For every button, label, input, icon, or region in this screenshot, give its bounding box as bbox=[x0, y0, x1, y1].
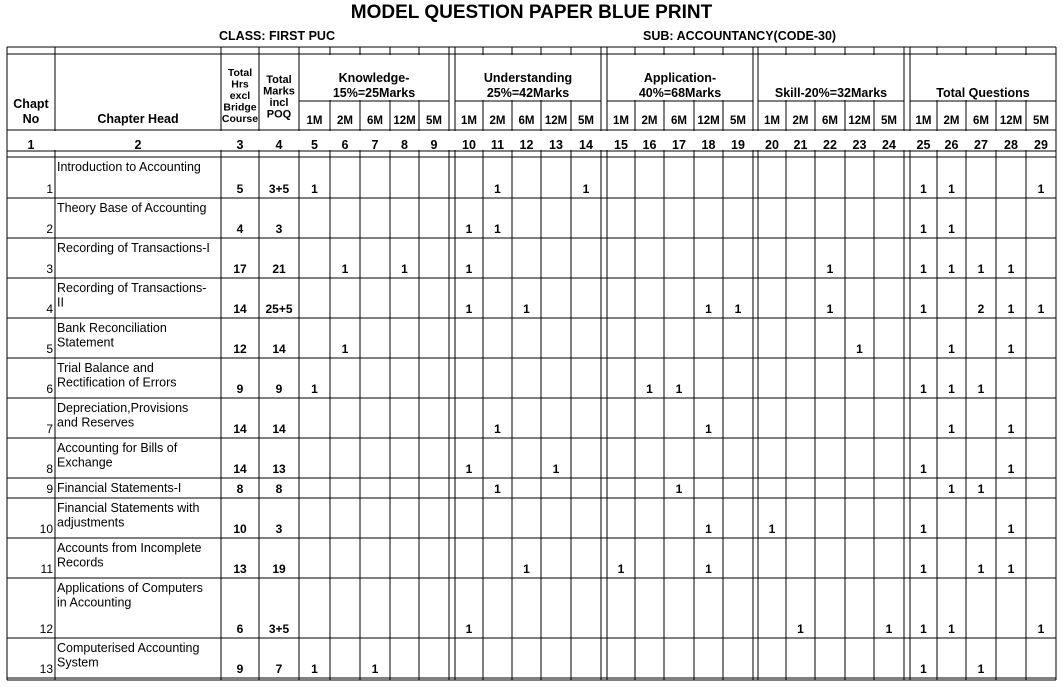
row-count-cell: 1 bbox=[948, 342, 955, 356]
column-number: 4 bbox=[275, 138, 283, 152]
row-count-cell: 1 bbox=[552, 462, 560, 476]
row-chapter-head: in Accounting bbox=[57, 595, 132, 610]
sub-header: 1M bbox=[306, 115, 323, 127]
row-chapter-number: 12 bbox=[39, 622, 53, 636]
column-number: 12 bbox=[519, 138, 534, 152]
row-chapter-head: Bank Reconciliation bbox=[57, 321, 167, 335]
group-header: Knowledge- bbox=[338, 71, 410, 85]
row-hours: 6 bbox=[236, 622, 244, 636]
row-chapter-number: 5 bbox=[46, 342, 53, 356]
row-chapter-head: Financial Statements-I bbox=[57, 481, 182, 495]
row-marks: 21 bbox=[272, 262, 286, 276]
row-count-cell: 1 bbox=[797, 622, 804, 636]
row-chapter-head: Exchange bbox=[57, 455, 113, 470]
row-count-cell: 1 bbox=[920, 262, 927, 276]
header-marks: Total bbox=[266, 74, 292, 86]
header-hours: Bridge bbox=[223, 101, 257, 114]
header-chapter-head: Chapter Head bbox=[97, 112, 179, 126]
row-count-cell: 1 bbox=[494, 222, 501, 236]
row-count-cell: 1 bbox=[920, 182, 927, 196]
row-count-cell: 1 bbox=[1007, 342, 1015, 356]
row-chapter-head: Statement bbox=[57, 335, 114, 350]
row-hours: 17 bbox=[233, 262, 247, 276]
row-hours: 14 bbox=[233, 422, 247, 436]
row-count-cell: 2 bbox=[977, 302, 985, 316]
row-chapter-number: 3 bbox=[46, 262, 53, 276]
row-hours: 14 bbox=[233, 302, 247, 316]
row-count-cell: 1 bbox=[465, 462, 473, 476]
column-number: 2 bbox=[134, 138, 142, 152]
row-count-cell: 1 bbox=[948, 622, 955, 636]
row-marks: 14 bbox=[272, 342, 286, 356]
row-marks: 3 bbox=[275, 522, 283, 536]
row-count-cell: 1 bbox=[734, 302, 742, 316]
row-chapter-head: Computerised Accounting bbox=[57, 641, 200, 655]
header-hours: Hrs bbox=[231, 78, 249, 91]
group-header: Application- bbox=[643, 71, 717, 85]
row-count-cell: 1 bbox=[977, 382, 985, 396]
column-number: 17 bbox=[672, 138, 686, 152]
row-count-cell: 1 bbox=[523, 562, 530, 576]
column-number: 21 bbox=[793, 138, 808, 152]
sub-header: 5M bbox=[426, 115, 442, 127]
row-marks: 3+5 bbox=[268, 622, 290, 636]
subject-label: SUB: ACCOUNTANCY(CODE-30) bbox=[643, 29, 837, 43]
sub-header: 5M bbox=[881, 115, 897, 127]
header-marks: Marks bbox=[263, 85, 295, 98]
row-count-cell: 1 bbox=[826, 262, 834, 276]
row-count-cell: 1 bbox=[920, 522, 927, 536]
row-marks: 8 bbox=[275, 482, 283, 496]
row-count-cell: 1 bbox=[1007, 462, 1015, 476]
sub-header: 5M bbox=[730, 115, 746, 127]
group-header: 15%=25Marks bbox=[332, 86, 416, 100]
row-count-cell: 1 bbox=[1007, 522, 1015, 536]
row-chapter-head: Rectification of Errors bbox=[57, 375, 177, 390]
header-hours: Total bbox=[227, 67, 253, 79]
row-count-cell: 1 bbox=[856, 342, 863, 356]
column-number: 25 bbox=[916, 138, 931, 152]
row-count-cell: 1 bbox=[1007, 302, 1015, 316]
row-chapter-number: 11 bbox=[40, 562, 53, 576]
row-count-cell: 1 bbox=[768, 522, 776, 536]
row-count-cell: 1 bbox=[494, 422, 501, 436]
page-title: MODEL QUESTION PAPER BLUE PRINT bbox=[350, 2, 713, 23]
sub-header: 6M bbox=[518, 115, 535, 127]
column-number: 5 bbox=[311, 138, 318, 152]
row-chapter-head: Applications of Computers bbox=[57, 581, 203, 595]
row-count-cell: 1 bbox=[1037, 302, 1045, 316]
sub-header: 12M bbox=[544, 115, 568, 127]
column-number: 15 bbox=[614, 138, 628, 152]
row-chapter-number: 6 bbox=[46, 382, 53, 396]
row-hours: 9 bbox=[236, 382, 244, 396]
row-chapter-number: 9 bbox=[46, 482, 53, 496]
row-marks: 19 bbox=[272, 562, 286, 576]
row-count-cell: 1 bbox=[311, 382, 318, 396]
group-header: Total Questions bbox=[936, 86, 1030, 100]
row-hours: 13 bbox=[233, 562, 247, 576]
row-count-cell: 1 bbox=[582, 182, 590, 196]
sub-header: 2M bbox=[337, 115, 353, 127]
sub-header: 1M bbox=[764, 115, 780, 127]
row-chapter-head: Accounting for Bills of bbox=[57, 441, 178, 455]
row-count-cell: 1 bbox=[371, 662, 379, 676]
row-marks: 13 bbox=[272, 462, 286, 476]
group-header: 40%=68Marks bbox=[638, 86, 722, 100]
row-count-cell: 1 bbox=[948, 182, 955, 196]
row-count-cell: 1 bbox=[977, 662, 985, 676]
row-hours: 9 bbox=[236, 662, 244, 676]
row-chapter-number: 10 bbox=[39, 522, 53, 536]
row-chapter-head: System bbox=[57, 655, 99, 670]
row-count-cell: 1 bbox=[311, 182, 318, 196]
column-number: 23 bbox=[852, 138, 867, 152]
row-count-cell: 1 bbox=[1007, 422, 1015, 436]
sub-header: 12M bbox=[393, 115, 416, 127]
sub-header: 6M bbox=[671, 115, 687, 127]
row-count-cell: 1 bbox=[465, 262, 473, 276]
row-chapter-number: 7 bbox=[46, 422, 53, 436]
row-count-cell: 1 bbox=[1037, 622, 1045, 636]
row-chapter-head: Trial Balance and bbox=[57, 361, 154, 375]
column-number: 26 bbox=[944, 138, 959, 152]
row-count-cell: 1 bbox=[675, 382, 683, 396]
row-count-cell: 1 bbox=[646, 382, 653, 396]
column-number: 9 bbox=[430, 138, 438, 152]
row-count-cell: 1 bbox=[920, 462, 927, 476]
row-hours: 14 bbox=[233, 462, 247, 476]
row-chapter-head: Financial Statements with bbox=[57, 501, 200, 515]
row-chapter-head: and Reserves bbox=[57, 415, 135, 430]
sub-header: 5M bbox=[578, 115, 594, 127]
row-count-cell: 1 bbox=[948, 222, 955, 236]
row-chapter-head: Theory Base of Accounting bbox=[57, 201, 207, 215]
row-count-cell: 1 bbox=[675, 482, 683, 496]
sub-header: 2M bbox=[943, 115, 960, 127]
column-number: 8 bbox=[401, 138, 408, 152]
column-number: 3 bbox=[236, 138, 244, 152]
row-hours: 5 bbox=[236, 182, 244, 196]
row-chapter-number: 1 bbox=[46, 182, 53, 196]
row-marks: 7 bbox=[275, 662, 283, 676]
row-count-cell: 1 bbox=[948, 262, 955, 276]
row-count-cell: 1 bbox=[1007, 562, 1015, 576]
row-count-cell: 1 bbox=[1037, 182, 1045, 196]
sub-header: 12M bbox=[999, 115, 1023, 127]
sub-header: 6M bbox=[367, 115, 383, 127]
row-chapter-head: Depreciation,Provisions bbox=[57, 401, 189, 415]
header-marks: POQ bbox=[266, 108, 292, 121]
sub-header: 1M bbox=[915, 115, 932, 127]
row-count-cell: 1 bbox=[920, 622, 927, 636]
row-chapter-head: adjustments bbox=[57, 515, 125, 530]
group-header: 25%=42Marks bbox=[486, 86, 570, 100]
class-label: CLASS: FIRST PUC bbox=[219, 29, 335, 43]
row-count-cell: 1 bbox=[494, 482, 501, 496]
row-count-cell: 1 bbox=[705, 302, 712, 316]
row-chapter-number: 13 bbox=[39, 662, 53, 676]
column-number: 20 bbox=[765, 138, 779, 152]
row-count-cell: 1 bbox=[705, 562, 712, 576]
row-count-cell: 1 bbox=[977, 562, 985, 576]
row-chapter-number: 2 bbox=[46, 222, 53, 236]
row-chapter-number: 8 bbox=[46, 462, 53, 476]
row-count-cell: 1 bbox=[465, 222, 473, 236]
row-count-cell: 1 bbox=[826, 302, 834, 316]
sub-header: 12M bbox=[697, 115, 720, 127]
column-number: 13 bbox=[549, 138, 563, 152]
row-hours: 12 bbox=[233, 342, 247, 356]
row-count-cell: 1 bbox=[977, 482, 985, 496]
row-count-cell: 1 bbox=[977, 262, 985, 276]
sub-header: 1M bbox=[613, 115, 629, 127]
row-chapter-head: Records bbox=[57, 555, 104, 570]
row-hours: 8 bbox=[236, 482, 244, 496]
row-count-cell: 1 bbox=[920, 562, 927, 576]
row-marks: 14 bbox=[272, 422, 286, 436]
row-count-cell: 1 bbox=[920, 382, 927, 396]
row-count-cell: 1 bbox=[948, 382, 955, 396]
row-chapter-head: Accounts from Incomplete bbox=[57, 541, 202, 555]
row-chapter-head: Recording of Transactions- bbox=[57, 281, 207, 295]
header-hours: Course bbox=[221, 113, 259, 125]
row-marks: 9 bbox=[275, 382, 283, 396]
column-number: 11 bbox=[490, 138, 505, 152]
row-count-cell: 1 bbox=[401, 262, 408, 276]
row-chapter-head: Recording of Transactions-I bbox=[57, 241, 210, 255]
row-marks: 3 bbox=[275, 222, 283, 236]
sub-header: 12M bbox=[848, 115, 871, 127]
row-count-cell: 1 bbox=[311, 662, 318, 676]
column-number: 24 bbox=[882, 138, 896, 152]
row-hours: 10 bbox=[233, 522, 247, 536]
column-number: 19 bbox=[731, 138, 745, 152]
column-number: 6 bbox=[341, 138, 349, 152]
row-count-cell: 1 bbox=[920, 662, 927, 676]
row-marks: 3+5 bbox=[268, 182, 290, 196]
sub-header: 2M bbox=[641, 115, 658, 127]
row-count-cell: 1 bbox=[465, 302, 473, 316]
row-count-cell: 1 bbox=[705, 422, 712, 436]
row-chapter-head: Introduction to Accounting bbox=[57, 160, 201, 174]
header-marks: incl bbox=[269, 97, 289, 109]
row-count-cell: 1 bbox=[523, 302, 530, 316]
row-count-cell: 1 bbox=[885, 622, 893, 636]
column-number: 29 bbox=[1034, 138, 1048, 152]
row-count-cell: 1 bbox=[1007, 262, 1015, 276]
column-number: 22 bbox=[823, 138, 837, 152]
row-marks: 25+5 bbox=[265, 302, 293, 316]
row-count-cell: 1 bbox=[920, 222, 927, 236]
sub-header: 5M bbox=[1033, 115, 1049, 127]
column-number: 1 bbox=[27, 138, 35, 152]
header-chapt-no: Chapt bbox=[13, 97, 49, 111]
sub-header: 6M bbox=[822, 115, 838, 127]
row-hours: 4 bbox=[236, 222, 244, 236]
row-count-cell: 1 bbox=[617, 562, 625, 576]
sub-header: 2M bbox=[489, 115, 506, 127]
column-number: 27 bbox=[974, 138, 988, 152]
column-number: 7 bbox=[371, 138, 379, 152]
group-header: Understanding bbox=[483, 71, 573, 85]
sub-header: 6M bbox=[973, 115, 989, 127]
row-count-cell: 1 bbox=[465, 622, 473, 636]
sub-header: 1M bbox=[461, 115, 477, 127]
row-count-cell: 1 bbox=[948, 482, 955, 496]
row-count-cell: 1 bbox=[948, 422, 955, 436]
header-hours: excl bbox=[229, 90, 251, 102]
row-count-cell: 1 bbox=[341, 262, 349, 276]
header-chapt-no: No bbox=[22, 112, 40, 126]
column-number: 10 bbox=[462, 138, 476, 152]
sub-header: 2M bbox=[792, 115, 809, 127]
row-count-cell: 1 bbox=[920, 302, 927, 316]
row-count-cell: 1 bbox=[705, 522, 712, 536]
row-count-cell: 1 bbox=[494, 182, 501, 196]
column-number: 16 bbox=[642, 138, 657, 152]
row-count-cell: 1 bbox=[341, 342, 349, 356]
column-number: 28 bbox=[1004, 138, 1018, 152]
group-header: Skill-20%=32Marks bbox=[774, 86, 888, 100]
row-chapter-head: II bbox=[57, 295, 64, 310]
column-number: 14 bbox=[579, 138, 593, 152]
row-chapter-number: 4 bbox=[46, 302, 53, 316]
column-number: 18 bbox=[701, 138, 716, 152]
